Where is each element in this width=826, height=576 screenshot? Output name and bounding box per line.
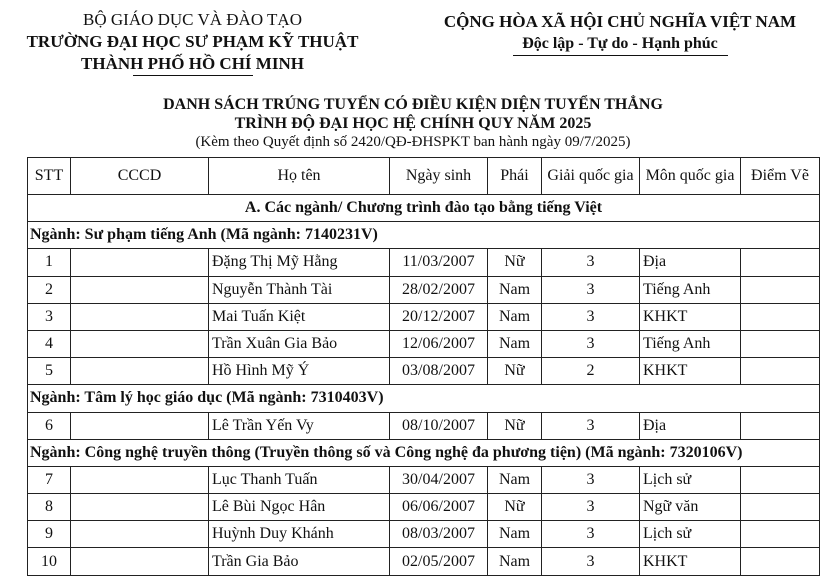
cell-gender: Nam bbox=[488, 330, 542, 357]
cell-subject: Tiếng Anh bbox=[640, 330, 741, 357]
table-row bbox=[28, 276, 820, 303]
cell-drawing-score bbox=[741, 466, 820, 493]
cell-cccd bbox=[71, 466, 209, 493]
cell-cccd bbox=[71, 521, 209, 548]
cell-cccd bbox=[71, 249, 209, 276]
cell-gender: Nam bbox=[488, 276, 542, 303]
cell-gender: Nữ bbox=[488, 494, 542, 521]
cell-dob: 06/06/2007 bbox=[390, 494, 488, 521]
col-header-award: Giải quốc gia bbox=[542, 158, 640, 195]
cell-name: Hồ Hình Mỹ Ý bbox=[209, 358, 390, 385]
cell-name: Huỳnh Duy Khánh bbox=[209, 521, 390, 548]
cell-drawing-score bbox=[741, 494, 820, 521]
col-header-cccd: CCCD bbox=[71, 158, 209, 195]
university-name: TRƯỜNG ĐẠI HỌC SƯ PHẠM KỸ THUẬT bbox=[26, 32, 359, 51]
cell-dob: 08/03/2007 bbox=[390, 521, 488, 548]
cell-name: Lê Trần Yến Vy bbox=[209, 412, 390, 439]
major-row bbox=[28, 385, 820, 412]
cell-name: Trần Gia Bảo bbox=[209, 548, 390, 575]
cell-award: 3 bbox=[542, 276, 640, 303]
cell-stt: 9 bbox=[28, 521, 71, 548]
cell-award: 3 bbox=[542, 303, 640, 330]
cell-drawing-score bbox=[741, 249, 820, 276]
cell-subject: KHKT bbox=[640, 358, 741, 385]
cell-award: 2 bbox=[542, 358, 640, 385]
cell-dob: 02/05/2007 bbox=[390, 548, 488, 575]
header-left-rule bbox=[133, 75, 253, 76]
cell-name: Lục Thanh Tuấn bbox=[209, 466, 390, 493]
cell-cccd bbox=[71, 358, 209, 385]
national-motto: Độc lập - Tự do - Hạnh phúc bbox=[522, 35, 718, 52]
col-header-drawing-score: Điểm Vẽ bbox=[741, 158, 820, 195]
major-label: Ngành: Tâm lý học giáo dục (Mã ngành: 7310403V) bbox=[28, 385, 820, 412]
table-row bbox=[28, 548, 820, 575]
major-row bbox=[28, 439, 820, 466]
cell-award: 3 bbox=[542, 521, 640, 548]
cell-name: Lê Bùi Ngọc Hân bbox=[209, 494, 390, 521]
section-a-row bbox=[28, 195, 820, 222]
table-row bbox=[28, 330, 820, 357]
cell-gender: Nam bbox=[488, 303, 542, 330]
cell-name: Nguyễn Thành Tài bbox=[209, 276, 390, 303]
cell-dob: 30/04/2007 bbox=[390, 466, 488, 493]
cell-stt: 10 bbox=[28, 548, 71, 575]
table-row bbox=[28, 358, 820, 385]
cell-subject: Lịch sử bbox=[640, 521, 741, 548]
cell-stt: 4 bbox=[28, 330, 71, 357]
cell-subject: KHKT bbox=[640, 303, 741, 330]
major-label: Ngành: Công nghệ truyền thông (Truyền thông số và Công nghệ đa phương tiện) (Mã ngành: 7320106V) bbox=[28, 439, 820, 466]
title-decision-note: (Kèm theo Quyết định số 2420/QĐ-ĐHSPKT ban hành ngày 09/7/2025) bbox=[195, 134, 631, 150]
cell-drawing-score bbox=[741, 548, 820, 575]
cell-award: 3 bbox=[542, 249, 640, 276]
cell-drawing-score bbox=[741, 303, 820, 330]
cell-drawing-score bbox=[741, 412, 820, 439]
cell-subject: Địa bbox=[640, 249, 741, 276]
cell-subject: Tiếng Anh bbox=[640, 276, 741, 303]
cell-award: 3 bbox=[542, 466, 640, 493]
table-row bbox=[28, 249, 820, 276]
cell-gender: Nữ bbox=[488, 412, 542, 439]
table-header-row bbox=[28, 158, 820, 195]
header-right-rule bbox=[513, 55, 728, 56]
table-row bbox=[28, 303, 820, 330]
university-city: THÀNH PHỐ HỒ CHÍ MINH bbox=[81, 54, 304, 73]
cell-subject: Lịch sử bbox=[640, 466, 741, 493]
cell-stt: 7 bbox=[28, 466, 71, 493]
cell-award: 3 bbox=[542, 412, 640, 439]
cell-cccd bbox=[71, 276, 209, 303]
cell-dob: 28/02/2007 bbox=[390, 276, 488, 303]
cell-gender: Nam bbox=[488, 521, 542, 548]
cell-gender: Nữ bbox=[488, 249, 542, 276]
header-left bbox=[20, 9, 365, 76]
cell-award: 3 bbox=[542, 494, 640, 521]
cell-stt: 3 bbox=[28, 303, 71, 330]
document-title bbox=[0, 95, 826, 152]
cell-drawing-score bbox=[741, 358, 820, 385]
section-a-label: A. Các ngành/ Chương trình đào tạo bằng tiếng Việt bbox=[28, 195, 820, 222]
cell-gender: Nam bbox=[488, 548, 542, 575]
table-row bbox=[28, 412, 820, 439]
cell-drawing-score bbox=[741, 330, 820, 357]
cell-name: Đặng Thị Mỹ Hằng bbox=[209, 249, 390, 276]
cell-dob: 12/06/2007 bbox=[390, 330, 488, 357]
cell-subject: Ngữ văn bbox=[640, 494, 741, 521]
cell-gender: Nam bbox=[488, 466, 542, 493]
cell-gender: Nữ bbox=[488, 358, 542, 385]
col-header-name: Họ tên bbox=[209, 158, 390, 195]
col-header-subject: Môn quốc gia bbox=[640, 158, 741, 195]
table-row bbox=[28, 521, 820, 548]
cell-stt: 5 bbox=[28, 358, 71, 385]
cell-name: Trần Xuân Gia Bảo bbox=[209, 330, 390, 357]
cell-subject: Địa bbox=[640, 412, 741, 439]
admission-table bbox=[27, 157, 820, 576]
cell-name: Mai Tuấn Kiệt bbox=[209, 303, 390, 330]
col-header-gender: Phái bbox=[488, 158, 542, 195]
cell-award: 3 bbox=[542, 548, 640, 575]
cell-dob: 11/03/2007 bbox=[390, 249, 488, 276]
cell-dob: 08/10/2007 bbox=[390, 412, 488, 439]
table-row bbox=[28, 494, 820, 521]
header-right bbox=[420, 11, 820, 56]
major-row bbox=[28, 222, 820, 249]
title-line-1: DANH SÁCH TRÚNG TUYỂN CÓ ĐIỀU KIỆN DIỆN TUYỂN THẲNG bbox=[163, 96, 663, 113]
ministry-name: BỘ GIÁO DỤC VÀ ĐÀO TẠO bbox=[83, 10, 302, 29]
cell-stt: 8 bbox=[28, 494, 71, 521]
cell-stt: 1 bbox=[28, 249, 71, 276]
cell-dob: 20/12/2007 bbox=[390, 303, 488, 330]
table-row bbox=[28, 466, 820, 493]
cell-stt: 6 bbox=[28, 412, 71, 439]
major-label: Ngành: Sư phạm tiếng Anh (Mã ngành: 7140231V) bbox=[28, 222, 820, 249]
cell-cccd bbox=[71, 330, 209, 357]
cell-cccd bbox=[71, 303, 209, 330]
col-header-dob: Ngày sinh bbox=[390, 158, 488, 195]
col-header-stt: STT bbox=[28, 158, 71, 195]
title-line-2: TRÌNH ĐỘ ĐẠI HỌC HỆ CHÍNH QUY NĂM 2025 bbox=[234, 115, 592, 132]
cell-cccd bbox=[71, 494, 209, 521]
cell-subject: KHKT bbox=[640, 548, 741, 575]
cell-cccd bbox=[71, 548, 209, 575]
cell-drawing-score bbox=[741, 521, 820, 548]
cell-stt: 2 bbox=[28, 276, 71, 303]
cell-dob: 03/08/2007 bbox=[390, 358, 488, 385]
cell-drawing-score bbox=[741, 276, 820, 303]
national-title: CỘNG HÒA XÃ HỘI CHỦ NGHĨA VIỆT NAM bbox=[443, 12, 797, 31]
cell-cccd bbox=[71, 412, 209, 439]
cell-award: 3 bbox=[542, 330, 640, 357]
